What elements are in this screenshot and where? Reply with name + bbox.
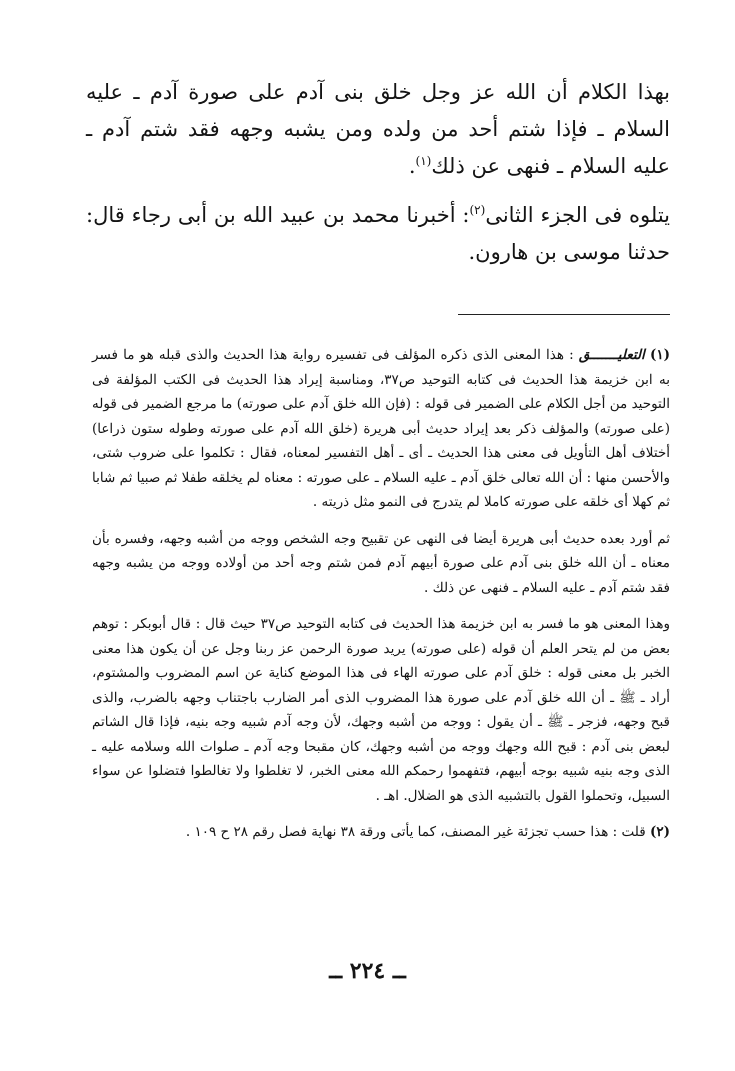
main-paragraph-2-start: يتلوه فى الجزء الثانى [485, 203, 670, 227]
footnote-1-text: : هذا المعنى الذى ذكره المؤلف فى تفسيره رواية هذا الحديث والذى قبله هو ما فسر به ابن خزيمة هذا الحديث فى كتابه التوحيد ص٣٧، ومناسبة إيراد هذا الحديث فى الكتب المؤلفة فى التوحيد من أجل الكلام على الضمير فى قوله : (فإن الله خلق آدم على صورته) ما مرجع الضمير فى قوله (على صورته) والمؤلف ذكر بعد إيراد حديث أبى هريرة (خلق الله آدم على صورته وطوله ستون ذراعا) أختلاف أهل التأويل فى معنى هذا الحديث ـ أى ـ أهل التفسير لمعناه، فقال : تكلموا على ضروب شتى، والأحسن منها : أن الله تعالى خلق آدم ـ عليه السلام ـ على صورته : معناه لم يخلقه طفلا ثم صبيا ثم شابا ثم كهلا أى خلقه على صورته كاملا لم يتدرج فى النمو مثل ذريته . [92, 347, 671, 510]
footnote-1-paragraph-3: وهذا المعنى هو ما فسر به ابن خزيمة هذا الحديث فى كتابه التوحيد ص٣٧ حيث قال : قال أبوبكر : توهم بعض من لم يتحر العلم أن قوله (على صورته) يريد صورة الرحمن عز ربنا وجل عن أن يكون هذا معنى الخبر بل معنى قوله : خلق آدم على صورته الهاء فى هذا الموضع كناية عن اسم المضروب والمشتوم، أراد ـ ﷺ ـ أن الله خلق آدم على صورة هذا المضروب الذى أمر الضارب باجتناب وجهه بالضرب، والذى قبح وجهه، فزجر ـ ﷺ ـ أن يقول : ووجه من أشبه وجهك، لأن وجه آدم شبيه وجه بنيه، فإذا قال الشاتم لبعض بنى آدم : قبح الله وجهك ووجه من أشبه وجهك، كان مقبحا وجه آدم ـ صلوات الله وسلامه عليه ـ الذى وجه بنيه شبيه بوجه أبيهم، فتفهموا رحمكم الله معنى الخبر، لا تغلطوا ولا تغالطوا فتضلوا عن سواء السبيل، وتحملوا القول بالتشبيه الذى هو الضلال. اهـ . [92, 616, 670, 804]
footnotes-section [92, 343, 670, 845]
footnote-ref-2: (٢) [469, 203, 486, 217]
footnote-2-number: (٢) [649, 824, 670, 840]
footnote-1-paragraph-2: ثم أورد بعده حديث أبى هريرة أيضا فى النهى عن تقبيح وجه الشخص ووجه من أشبه وجهه، وفسره بأن معناه ـ أن الله خلق بنى آدم على صورة أبيهم آدم فمن شتم وجه أحد من أولاده ووجه من يشبه وجهه فقد شتم آدم ـ عليه السلام ـ فنهى عن ذلك . [92, 530, 670, 596]
footnote-separator [458, 314, 670, 315]
footnote-2-text: قلت : هذا حسب تجزئة غير المصنف، كما يأتى ورقة ٣٨ نهاية فصل رقم ٢٨ ح ١٠٩ . [185, 824, 646, 840]
footnote-2 [92, 820, 670, 845]
main-paragraph-1-text: بهذا الكلام أن الله عز وجل خلق بنى آدم على صورة آدم ـ عليه السلام ـ فإذا شتم أحد من ولده ومن يشبه وجهه فقد شتم آدم ـ عليه السلام ـ فنهى عن ذلك [86, 80, 670, 178]
main-paragraph-1: بهذا الكلام أن الله عز وجل خلق بنى آدم على صورة آدم ـ عليه السلام ـ فإذا شتم أحد من ولده ومن يشبه وجهه فقد شتم آدم ـ عليه السلام ـ فنهى عن ذلك$^{(١)}$. [86, 80, 670, 178]
footnote-1 [92, 343, 670, 515]
main-body-text [86, 74, 670, 271]
footnote-1-number: (١) [649, 347, 671, 363]
footnote-ref-1: (١) [415, 154, 432, 168]
page-number: ــ ٢٢٤ ــ [329, 958, 406, 984]
footnote-1-term: التعليـــــــق [578, 347, 645, 363]
main-paragraph-2 [86, 197, 670, 271]
main-paragraph-2-end: : أخبرنا محمد بن عبيد الله بن أبى رجاء قال: حدثنا موسى بن هارون. [86, 203, 670, 264]
